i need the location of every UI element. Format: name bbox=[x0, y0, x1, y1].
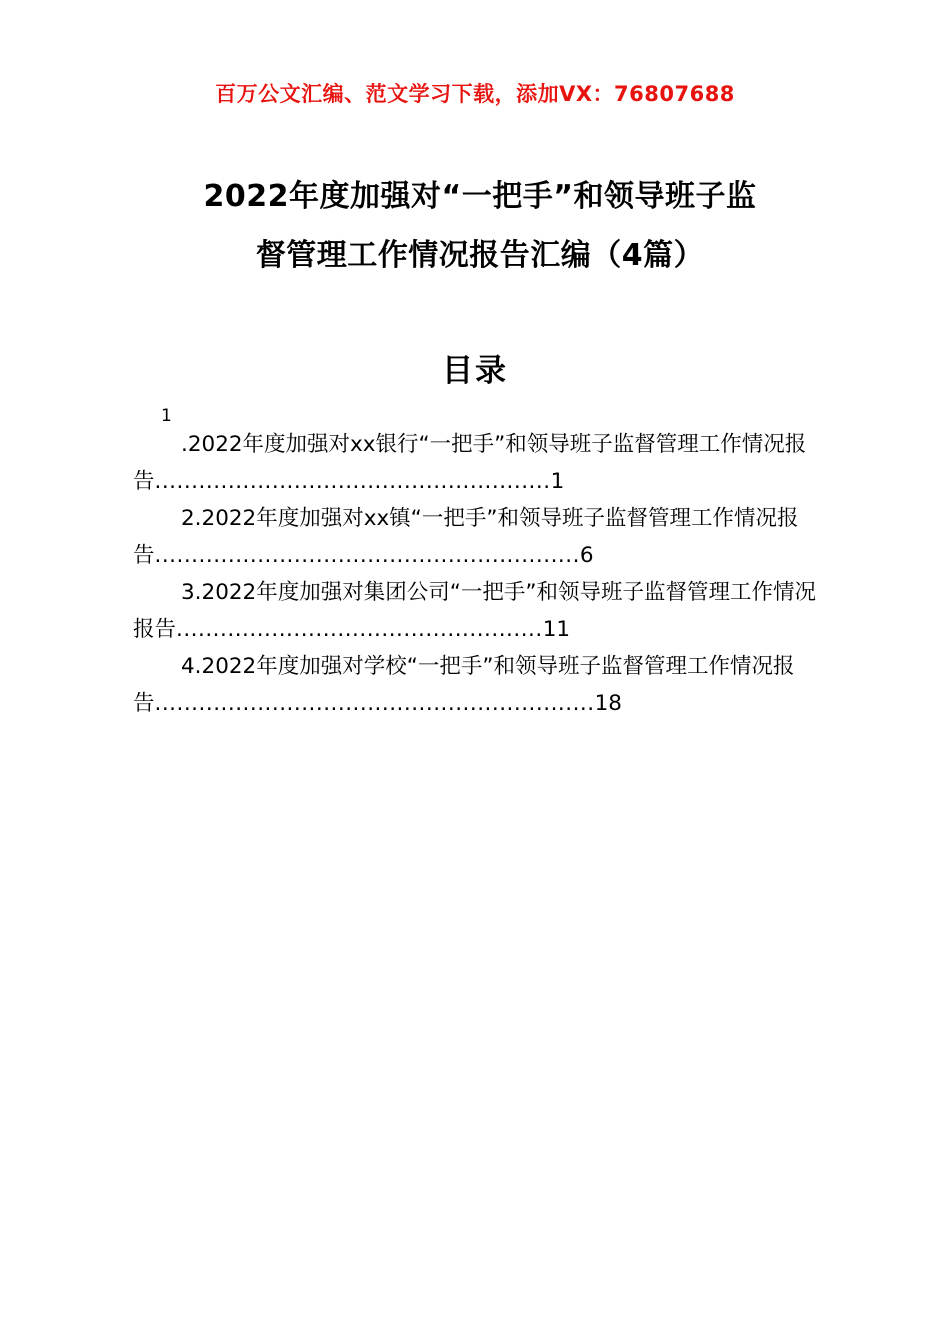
toc-entry-3-page: 11 bbox=[542, 616, 571, 642]
toc-entry-1[interactable] bbox=[133, 427, 818, 501]
toc-entry-4-label: 4.2022年度加强对学校“一把手”和领导班子监督管理工作情况报告 bbox=[133, 653, 795, 716]
toc-entry-2-page: 6 bbox=[579, 543, 594, 568]
toc-entry-3-label: 3.2022年度加强对集团公司“一把手”和领导班子监督管理工作情况报告 bbox=[133, 579, 817, 642]
toc-entry-1-leader: ...................................................... bbox=[154, 469, 551, 495]
page-title-line-1: 2022年度加强对“一把手”和领导班子监 bbox=[203, 179, 757, 214]
toc-entry-2[interactable] bbox=[133, 501, 818, 575]
table-of-contents bbox=[133, 405, 818, 723]
promo-banner-text: 百万公文汇编、范文学习下载，添加VX：76807688 bbox=[215, 82, 735, 106]
table-of-contents-heading: 目录 bbox=[442, 353, 508, 389]
toc-entry-4[interactable] bbox=[133, 649, 818, 723]
toc-entry-3[interactable] bbox=[133, 575, 818, 649]
toc-entry-4-leader: ............................................................ bbox=[154, 690, 595, 716]
toc-first-entry-number: 1 bbox=[161, 406, 172, 426]
toc-entry-4-page: 18 bbox=[594, 690, 622, 716]
page-title bbox=[150, 168, 810, 285]
toc-entry-1-page: 1 bbox=[550, 469, 565, 495]
toc-entry-2-leader: .......................................................... bbox=[154, 543, 580, 568]
toc-entry-1-label: .2022年度加强对xx银行“一把手”和领导班子监督管理工作情况报告 bbox=[133, 432, 807, 495]
toc-entry-2-label: 2.2022年度加强对xx镇“一把手”和领导班子监督管理工作情况报告 bbox=[133, 506, 799, 568]
page-title-line-2: 督管理工作情况报告汇编（4篇） bbox=[255, 237, 705, 273]
toc-entry-3-leader: .................................................. bbox=[176, 616, 543, 642]
